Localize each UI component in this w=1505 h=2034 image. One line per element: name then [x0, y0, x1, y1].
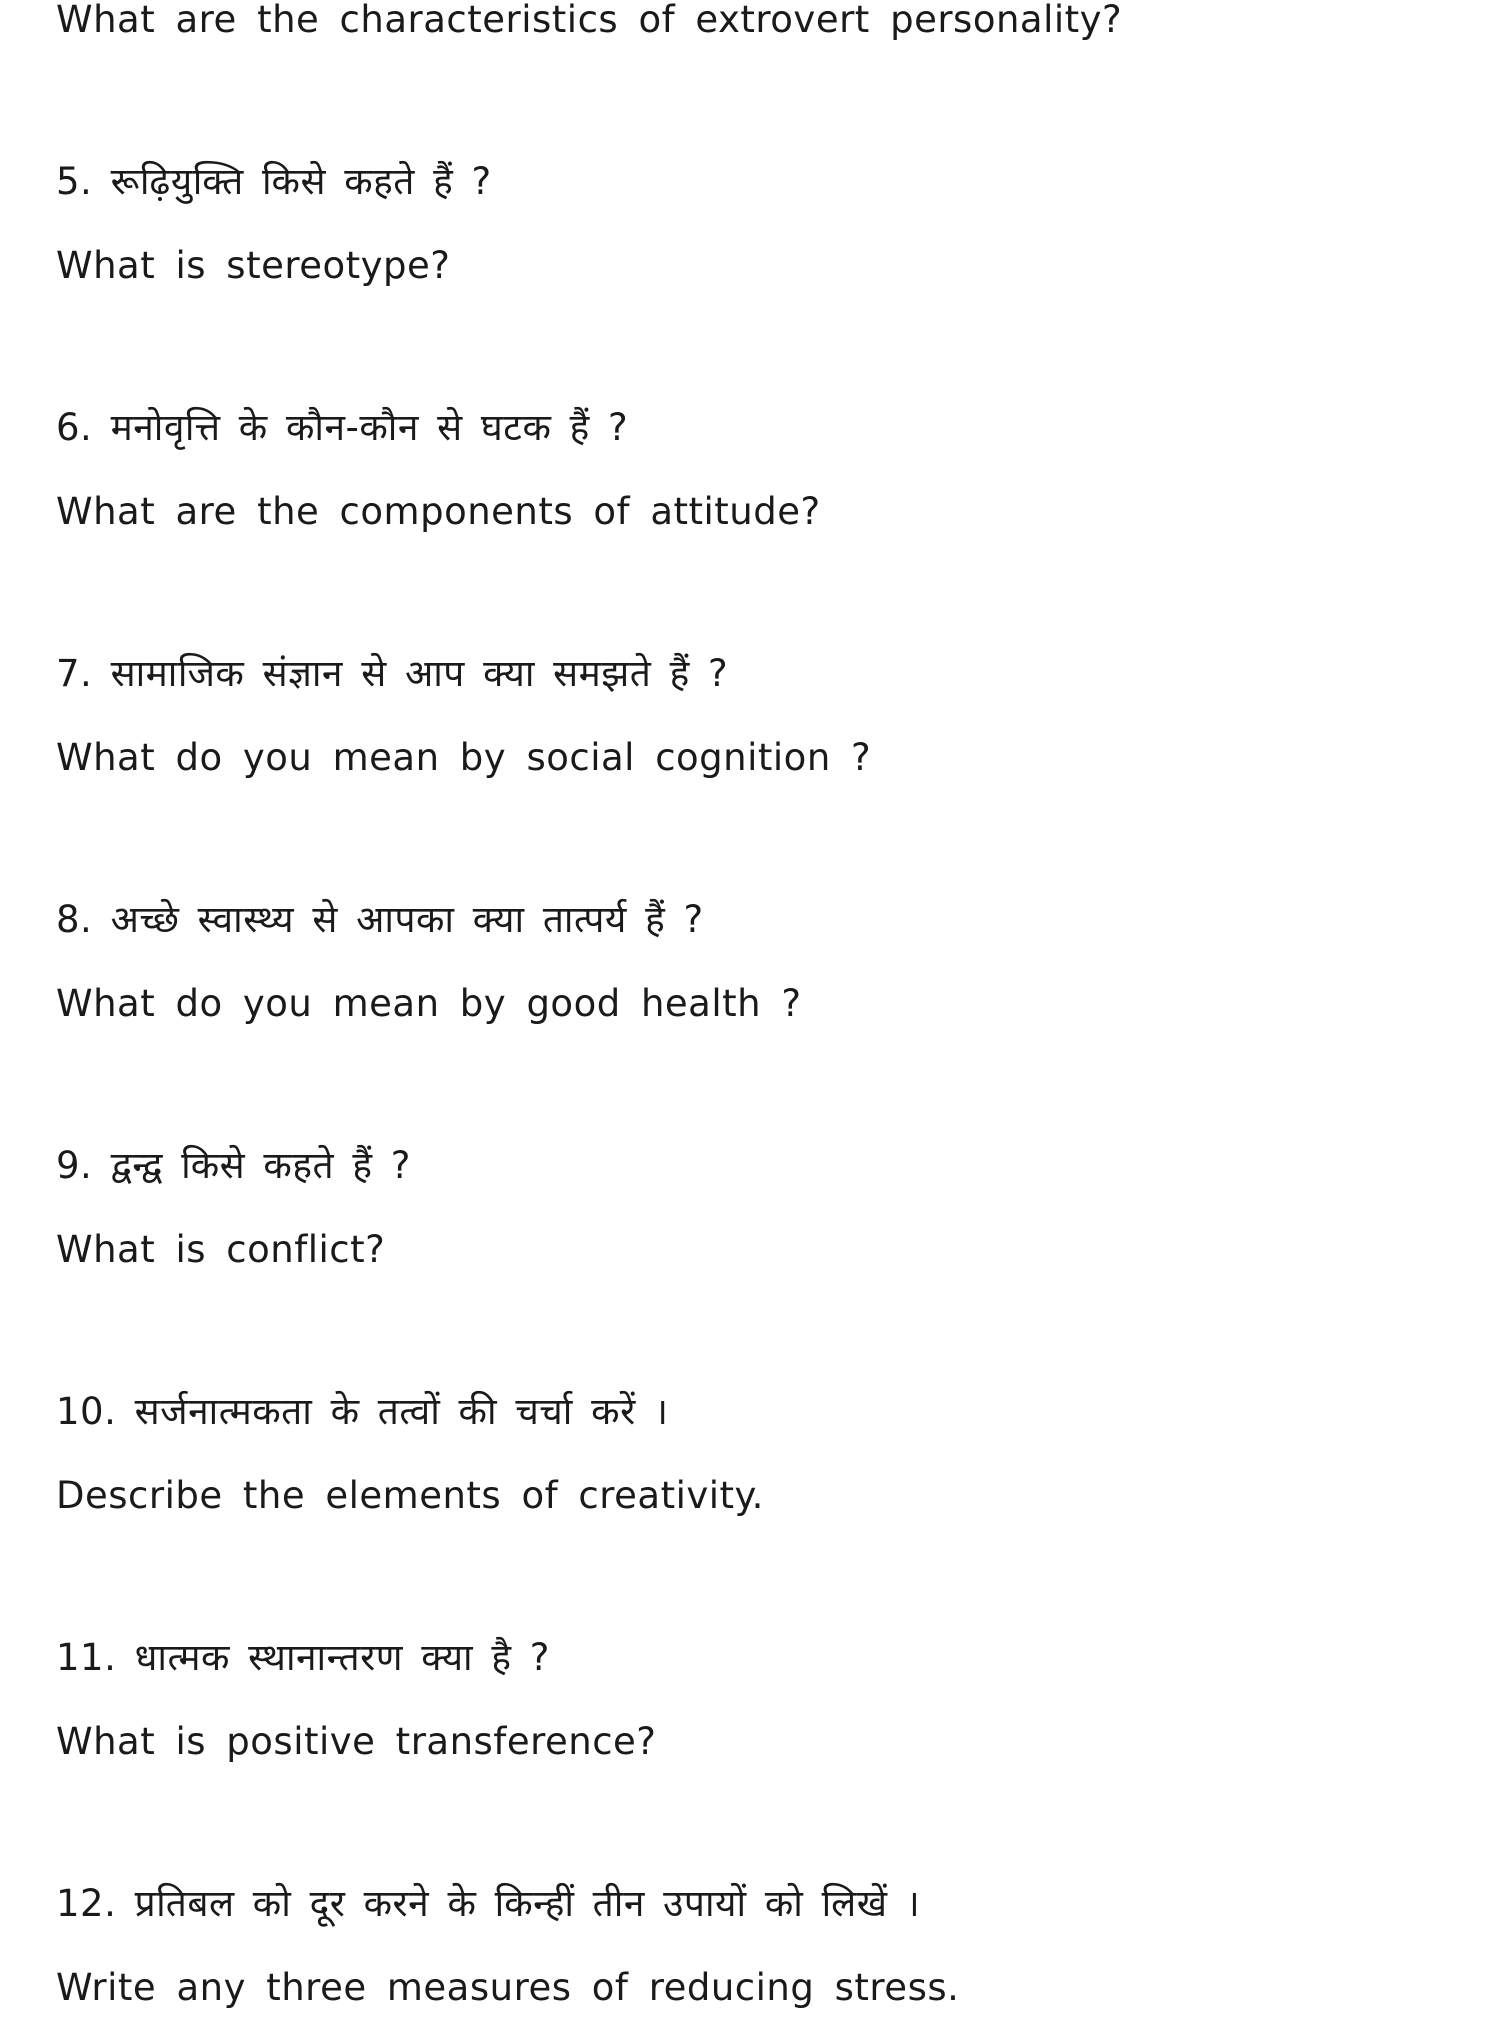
- question-11-hindi: [56, 1634, 550, 1682]
- question-5-hindi: [56, 158, 492, 206]
- question-5-english: What is stereotype?: [56, 244, 451, 287]
- question-4-english: What are the characteristics of extrovert personality?: [56, 0, 1123, 41]
- question-text-hindi: मनोवृत्ति के कौन-कौन से घटक हैं ?: [110, 406, 629, 449]
- question-10-english: Describe the elements of creativity.: [56, 1474, 764, 1517]
- question-number: 9.: [56, 1144, 93, 1187]
- question-12-english: Write any three measures of reducing stress.: [56, 1966, 960, 2009]
- question-text-hindi: रूढ़ियुक्ति किसे कहते हैं ?: [110, 160, 492, 203]
- question-number: 10.: [56, 1390, 117, 1433]
- question-text-hindi: सामाजिक संज्ञान से आप क्या समझते हैं ?: [110, 652, 729, 695]
- question-8-hindi: [56, 896, 704, 944]
- question-6-english: What are the components of attitude?: [56, 490, 821, 533]
- question-number: 8.: [56, 898, 93, 941]
- question-text-hindi: धात्मक स्थानान्तरण क्या है ?: [134, 1636, 550, 1679]
- question-7-english: What do you mean by social cognition ?: [56, 736, 872, 779]
- question-9-english: What is conflict?: [56, 1228, 386, 1271]
- question-text-hindi: अच्छे स्वास्थ्य से आपका क्या तात्पर्य हैं ?: [110, 898, 704, 941]
- question-11-english: What is positive transference?: [56, 1720, 657, 1763]
- question-number: 12.: [56, 1882, 117, 1925]
- question-12-hindi: [56, 1880, 920, 1928]
- question-text-hindi: सर्जनात्मकता के तत्वों की चर्चा करें ।: [134, 1390, 669, 1433]
- question-number: 6.: [56, 406, 93, 449]
- question-10-hindi: [56, 1388, 668, 1436]
- question-8-english: What do you mean by good health ?: [56, 982, 802, 1025]
- question-number: 5.: [56, 160, 93, 203]
- question-number: 11.: [56, 1636, 117, 1679]
- question-6-hindi: [56, 404, 628, 452]
- question-7-hindi: [56, 650, 728, 698]
- question-number: 7.: [56, 652, 93, 695]
- question-text-hindi: प्रतिबल को दूर करने के किन्हीं तीन उपायों को लिखें ।: [134, 1882, 921, 1925]
- question-text-hindi: द्वन्द्व किसे कहते हैं ?: [110, 1144, 411, 1187]
- question-9-hindi: [56, 1142, 411, 1190]
